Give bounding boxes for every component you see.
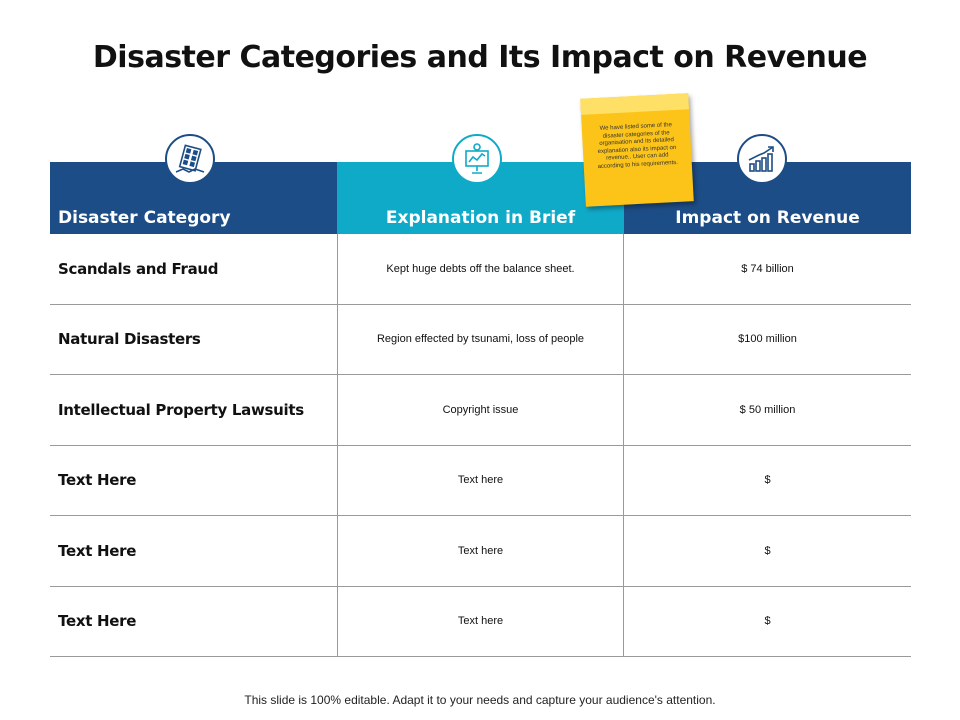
table-row [50, 305, 911, 376]
category-cell: Intellectual Property Lawsuits [58, 400, 304, 419]
explanation-cell: Region effected by tsunami, loss of people [337, 305, 624, 375]
table-row [50, 375, 911, 446]
category-cell: Text Here [58, 612, 137, 631]
explanation-cell: Text here [337, 516, 624, 586]
impact-cell: $ [764, 615, 771, 628]
explanation-cell: Copyright issue [337, 375, 624, 445]
slide-title: Disaster Categories and Its Impact on Revenue [92, 40, 868, 75]
building-icon [165, 134, 215, 184]
presentation-board-icon [452, 134, 502, 184]
footer-text: This slide is 100% editable. Adapt it to your needs and capture your audience's attention. [244, 693, 716, 707]
header-label: Disaster Category [58, 208, 231, 228]
growth-chart-icon [737, 134, 787, 184]
sticky-note-text: We have listed some of the disaster categories of the organisation and its detailed explanation also its impact on revenue.. User can add according to his requirements. [597, 122, 679, 170]
impact-cell: $ [764, 544, 771, 557]
impact-cell: $ 50 million [739, 403, 796, 416]
category-cell: Natural Disasters [58, 330, 201, 349]
category-cell: Text Here [58, 541, 137, 560]
category-cell: Text Here [58, 471, 137, 490]
header-label: Explanation in Brief [385, 208, 576, 228]
explanation-cell: Kept huge debts off the balance sheet. [337, 234, 624, 304]
explanation-cell: Text here [337, 587, 624, 657]
table-row [50, 516, 911, 587]
table-row [50, 587, 911, 658]
explanation-cell: Text here [337, 446, 624, 516]
impact-cell: $ [764, 474, 771, 487]
impact-cell: $ 74 billion [741, 262, 794, 275]
table-row [50, 446, 911, 517]
impact-cell: $100 million [738, 333, 797, 346]
category-cell: Scandals and Fraud [58, 259, 219, 278]
table-row [50, 234, 911, 305]
sticky-note [580, 93, 694, 207]
header-label: Impact on Revenue [675, 208, 860, 228]
table-body [50, 234, 911, 657]
